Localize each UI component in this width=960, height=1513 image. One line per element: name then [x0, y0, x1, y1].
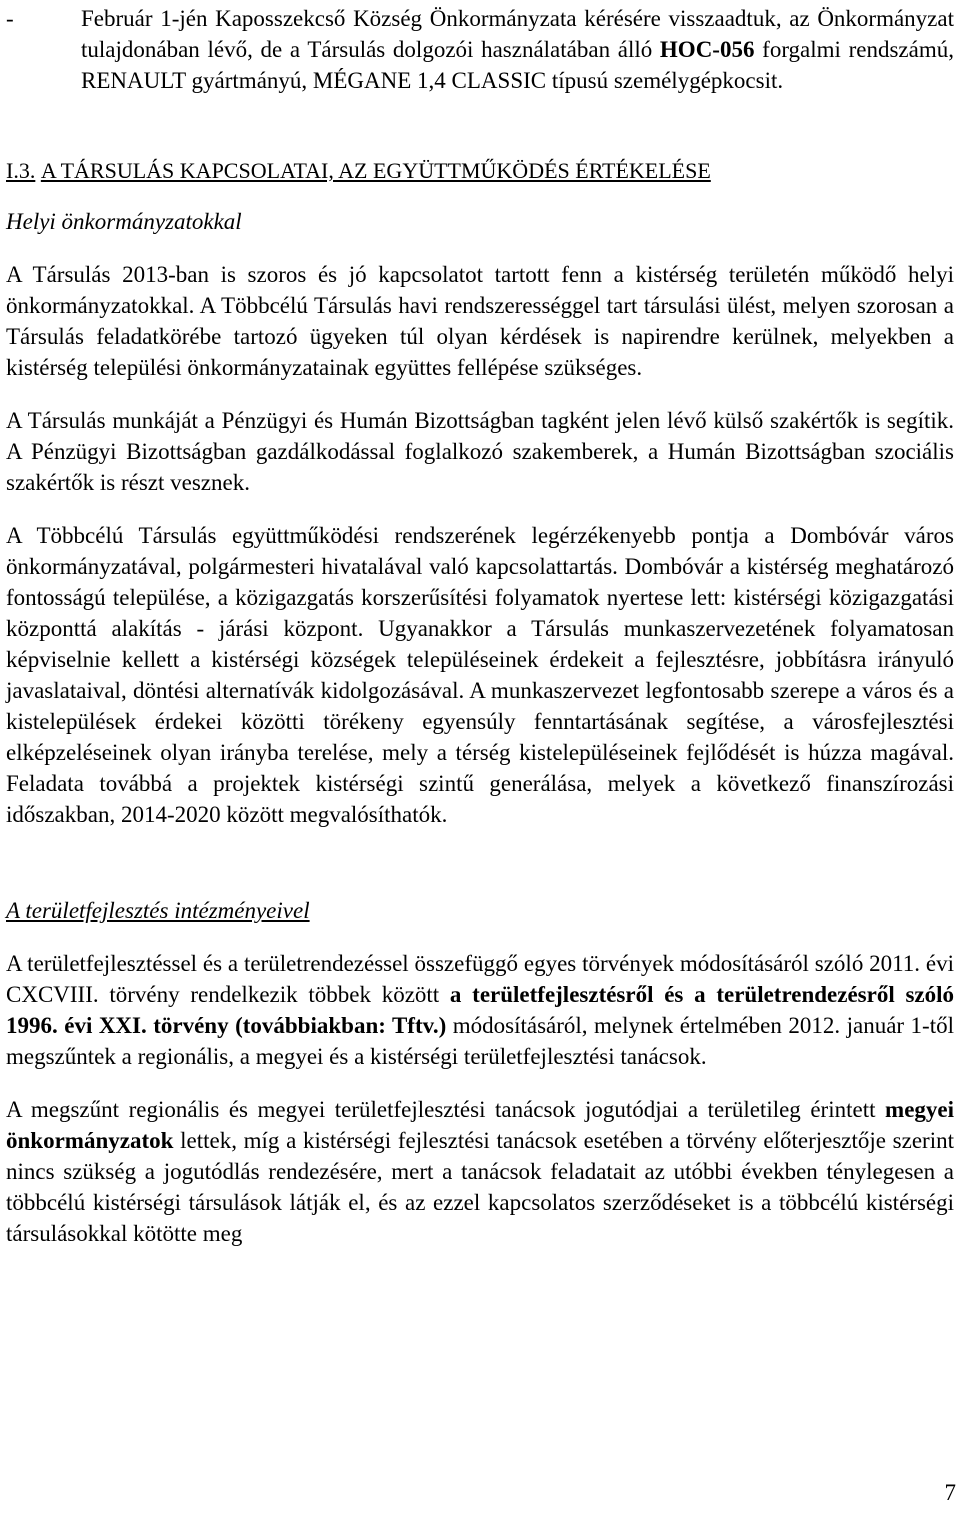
section-title: A TÁRSULÁS KAPCSOLATAI, AZ EGYÜTTMŰKÖDÉS ÉRTÉKELÉSE [40, 158, 711, 183]
paragraph-5 [6, 1094, 954, 1249]
paragraph-4-part-1: A területfejlesztéssel és a területrendezéssel összefüggő egyes törvények módosításáról szóló 2011. évi CXCVIII. törvény rendelkezik többek között [6, 951, 954, 1007]
section-number: I.3. [6, 158, 36, 183]
license-plate: HOC-056 [659, 37, 755, 62]
document-page [6, 0, 954, 1249]
subheading-local-governments: Helyi önkormányzatokkal [6, 209, 242, 234]
paragraph-1: A Társulás 2013-ban is szoros és jó kapcsolatot tartott fenn a kistérség területén működő helyi önkormányzatokkal. A Többcélú Társulás havi rendszerességgel tart társulási ülést, melyen szorosan a Társulás feladatkörébe tartozó ügyeken túl olyan kérdések is napirendre kerülnek, melyekben a kistérség települési önkormányzatainak együttes fellépése szükséges. [6, 262, 954, 380]
paragraph-5-county-governments: megyei önkormányzatok [6, 1097, 954, 1153]
bullet-text-start: Február 1-jén Kaposszekcső Község Önkormányzata kérésére visszaadtuk, az Önkormányzat tulajdonában lévő, de a Társulás dolgozói használatában álló [81, 6, 954, 62]
paragraph-5-part-1: A megszűnt regionális és megyei területfejlesztési tanácsok jogutódjai a területileg érintett [6, 1097, 886, 1122]
paragraph-2: A Társulás munkáját a Pénzügyi és Humán Bizottságban tagként jelen lévő külső szakértők is segítik. A Pénzügyi Bizottságban gazdálkodással foglalkozó szakemberek, a Humán Bizottságban szociális szakértők is részt vesznek. [6, 408, 954, 495]
paragraph-3: A Többcélú Társulás együttműködési rendszerének legérzékenyebb pontja a Dombóvár város önkormányzatával, polgármesteri hivatalával való kapcsolattartás. Dombóvár a kistérség meghatározó fontosságú települése, a közigazgatás korszerűsítési folyamatok nyertese lett: kistérségi közigazgatási központtá alakítás - járási központ. Ugyanakkor a Társulás munkaszervezetének folyamatosan képviselnie kellett a kistérségi községek településeinek érdekeit a fejlesztésre, jobbításra irányuló javaslataival, döntési alternatívák kidolgozásával. A munkaszervezet legfontosabb szerepe a város és a kistelepülések érdekei közötti törékeny egyensúly fenntartásának segítése, a városfejlesztési elképzeléseinek olyan irányba terelése, mely a térség kistelepüléseinek fejlődését is húzza magával. Feladata továbbá a projektek kistérségi szintű generálása, melyek a következő finanszírozási időszakban, 2014-2020 között megvalósíthatók. [6, 523, 954, 827]
paragraph-5-part-2: lettek, míg a kistérségi fejlesztési tanácsok esetében a törvény előterjesztője szerint nincs szükség a jogutódlás rendezésére, mert a tanácsok feladatait az utóbbi években ténylegesen a többcélú kistérségi társulások látják el, és az ezzel kapcsolatos szerződéseket is a többcélú kistérségi társulásokkal kötötte meg [6, 1128, 954, 1246]
subheading-regional-development [6, 895, 954, 926]
section-heading [6, 155, 954, 186]
bullet-item [6, 0, 954, 96]
subheading-regional-development-text: A területfejlesztés intézményeivel [6, 898, 310, 923]
bullet-text-end: forgalmi rendszámú, RENAULT gyártmányú, MÉGANE 1,4 CLASSIC típusú személygépkocsit. [81, 37, 954, 93]
paragraph-4-law-title: a területfejlesztésről és a területrendezésről szóló 1996. évi XXI. törvény (továbbiakban: Tftv.) [6, 982, 955, 1038]
page-number: 7 [944, 1480, 956, 1505]
bullet-dash: - [6, 6, 14, 31]
paragraph-4 [6, 948, 954, 1072]
paragraph-4-part-2: módosításáról, melynek értelmében 2012. január 1-től megszűntek a regionális, a megyei és a kistérségi területfejlesztési tanácsok. [6, 1013, 954, 1069]
